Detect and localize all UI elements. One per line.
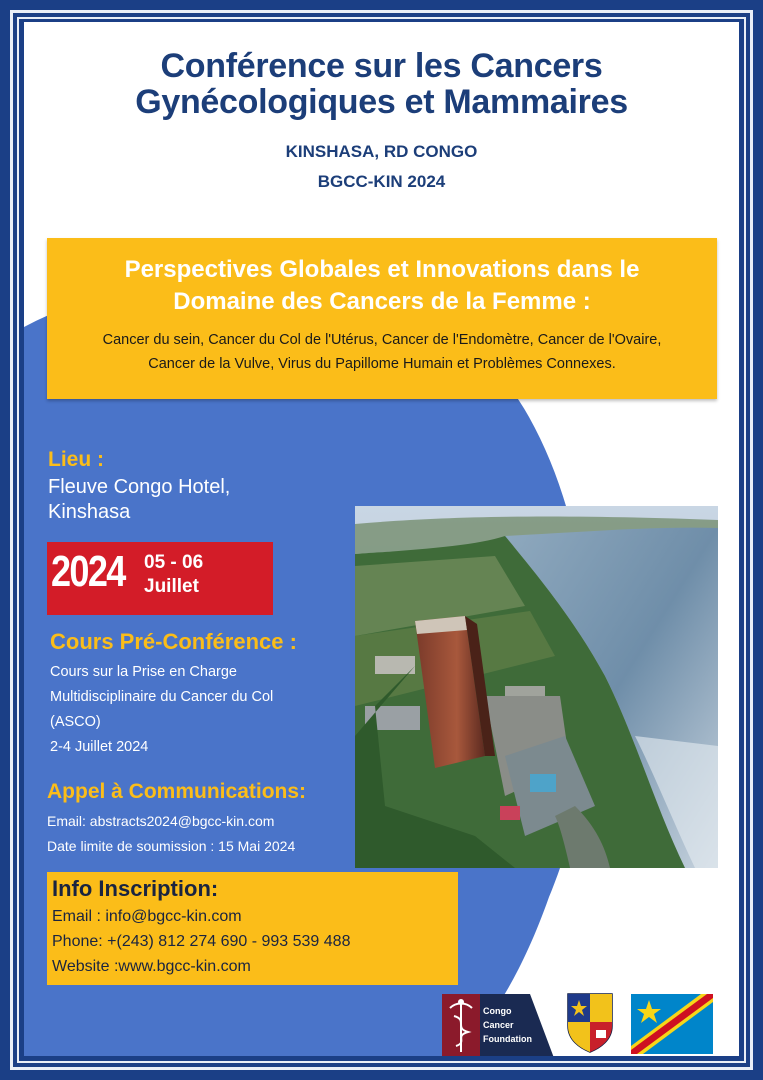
- title-line-1: Conférence sur les Cancers: [160, 47, 603, 85]
- drc-flag: [631, 994, 713, 1054]
- registration-box: [47, 872, 458, 985]
- poster-panel: [24, 22, 739, 1056]
- pre-conference-line-1: Cours sur la Prise en Charge: [50, 664, 237, 680]
- aerial-photo-illustration: [355, 506, 718, 868]
- ccf-line-1: Congo: [483, 1006, 512, 1016]
- crest-shield-icon: [564, 992, 616, 1056]
- call-for-papers-label: Appel à Communications:: [47, 780, 307, 803]
- event-days-range: 05 - 06: [144, 552, 204, 573]
- congo-cancer-foundation-logo: [442, 994, 554, 1056]
- pre-conference-line-4: 2-4 Juillet 2024: [50, 739, 149, 755]
- pre-conference-line-3: (ASCO): [50, 714, 101, 730]
- pre-conference-line-2: Multidisciplinaire du Cancer du Col: [50, 689, 274, 705]
- registration-text: [52, 904, 350, 979]
- call-for-papers-text: [47, 809, 367, 859]
- pre-conference-label: Cours Pré-Conférence :: [50, 629, 297, 654]
- venue-text: [48, 475, 308, 525]
- registration-website[interactable]: Website :www.bgcc-kin.com: [52, 958, 251, 975]
- event-code: BGCC-KIN 2024: [317, 172, 446, 191]
- registration-email[interactable]: Email : info@bgcc-kin.com: [52, 908, 242, 925]
- ccf-line-3: Foundation: [483, 1034, 532, 1044]
- banner-topics-line-2: Cancer de la Vulve, Virus du Papillome Humain et Problèmes Connexes.: [148, 356, 616, 372]
- banner-title-line-2: Domaine des Cancers de la Femme :: [173, 288, 591, 315]
- registration-label: Info Inscription:: [52, 876, 219, 901]
- pre-conference-text: [50, 660, 350, 760]
- venue-line-2: Kinshasa: [48, 501, 131, 523]
- banner-topics: [53, 328, 711, 376]
- hotel-aerial-photo: [355, 506, 718, 868]
- university-crest-logo: [564, 992, 616, 1056]
- banner-topics-line-1: Cancer du sein, Cancer du Col de l'Utérus, Cancer de l'Endomètre, Cancer de l'Ovaire,: [102, 332, 662, 348]
- venue-line-1: Fleuve Congo Hotel,: [48, 476, 231, 498]
- title-line-2: Gynécologiques et Mammaires: [135, 83, 628, 121]
- call-for-papers-deadline: Date limite de soumission : 15 Mai 2024: [47, 838, 296, 854]
- page-title: [24, 48, 739, 120]
- banner-title-line-1: Perspectives Globales et Innovations dans le: [124, 256, 640, 283]
- event-days: [144, 551, 203, 599]
- ccf-line-2: Cancer: [483, 1020, 514, 1030]
- date-box: [47, 542, 273, 615]
- banner-title: [47, 254, 717, 318]
- registration-phone: Phone: +(243) 812 274 690 - 993 539 488: [52, 933, 351, 950]
- call-for-papers-email[interactable]: Email: abstracts2024@bgcc-kin.com: [47, 813, 275, 829]
- venue-label: Lieu :: [48, 448, 104, 471]
- drc-flag-icon: [631, 994, 713, 1054]
- location-subtitle: KINSHASA, RD CONGO: [285, 142, 478, 161]
- event-year: 2024: [51, 547, 125, 596]
- ccf-logo-text: [483, 1004, 532, 1046]
- event-month: Juillet: [144, 576, 199, 597]
- theme-banner: [47, 238, 717, 399]
